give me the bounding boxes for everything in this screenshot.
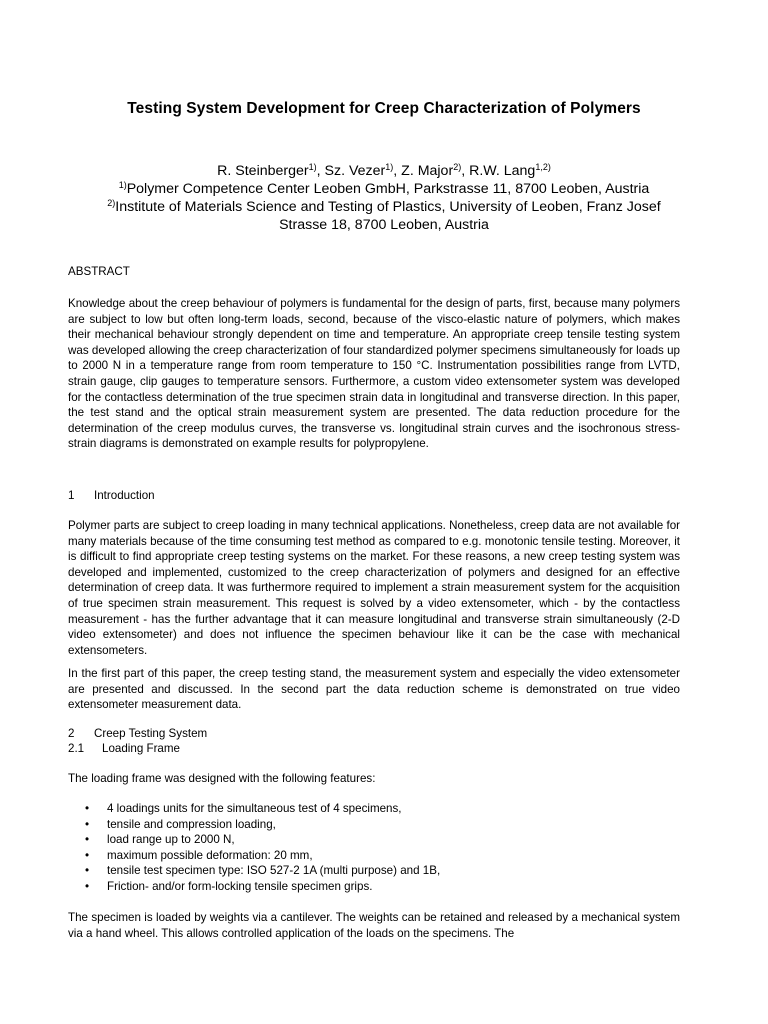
feature-list (68, 801, 680, 895)
affiliation-text: Polymer Competence Center Leoben GmbH, Parkstrasse 11, 8700 Leoben, Austria (126, 181, 650, 197)
author-name: , R.W. Lang (461, 163, 536, 179)
intro-paragraph-1: Polymer parts are subject to creep loading in many technical applications. Nonetheless, creep data are not available for many materials because of the time consuming test method as compared to e.g. monotonic tensile testing. Moreover, it is difficult to find appropriate creep testing systems on the market. For these reasons, a new creep testing system was developed and implemented, customized to the creep characterization of polymers and designed for an effective determination of creep data. It was furthermore required to implement a strain measurement system for the acquisition of true specimen strain measurement. This request is solved by a video extensometer, which - by the contactless measurement - has the further advantage that it can measure longitudinal and transverse strain simultaneously (2-D video extensometer) and does not influence the specimen behaviour like it can be the case with mechanical extensometers. (68, 519, 680, 657)
bullet-icon: • (85, 848, 90, 862)
list-item (68, 879, 680, 895)
section-title: Creep Testing System (94, 727, 208, 740)
section-title: Introduction (94, 489, 155, 502)
intro-paragraph-2: In the first part of this paper, the creep testing stand, the measurement system and especially the video extensometer are presented and discussed. In the second part the data reduction scheme is demonstrated on true video extensometer measurement data. (68, 667, 680, 712)
author-name: , Sz. Vezer (316, 163, 386, 179)
section-number: 1 (68, 489, 75, 502)
bullet-icon: • (85, 864, 90, 878)
subsection-2-1-heading (68, 741, 180, 757)
author-line (40, 162, 728, 180)
features-intro: The loading frame was designed with the following features: (68, 772, 376, 785)
author-affiliation-mark: 1,2) (535, 162, 551, 172)
affiliation-1 (40, 180, 728, 198)
bullet-icon: • (85, 879, 90, 893)
subsection-title: Loading Frame (102, 742, 180, 755)
affiliation-2 (40, 198, 728, 216)
loading-paragraph: The specimen is loaded by weights via a cantilever. The weights can be retained and released by a mechanical system via a hand wheel. This allows controlled application of the loads on the specimens. The (68, 911, 680, 940)
affiliation-text: Institute of Materials Science and Testing of Plastics, University of Leoben, Franz Josef (115, 199, 661, 215)
affiliation-2-continued: Strasse 18, 8700 Leoben, Austria (279, 217, 489, 233)
affiliation-mark: 1) (118, 180, 127, 190)
section-number: 2 (68, 727, 75, 740)
list-item (68, 863, 680, 879)
author-name: , Z. Major (393, 163, 454, 179)
list-item-text: load range up to 2000 N, (107, 833, 235, 847)
section-1-heading (68, 488, 155, 504)
list-item-text: tensile and compression loading, (107, 817, 276, 831)
bullet-icon: • (85, 817, 90, 831)
author-name: R. Steinberger (217, 163, 309, 179)
section-2-heading (68, 726, 207, 742)
bullet-icon: • (85, 802, 90, 815)
author-block (40, 162, 728, 234)
list-item-text: tensile test specimen type: ISO 527-2 1A (multi purpose) and 1B, (107, 864, 441, 878)
list-item (68, 801, 680, 817)
paper-title: Testing System Development for Creep Characterization of Polymers (127, 100, 641, 117)
author-affiliation-mark: 1) (308, 162, 317, 172)
list-item-text: 4 loadings units for the simultaneous test of 4 specimens, (107, 802, 402, 815)
list-item-text: Friction- and/or form-locking tensile specimen grips. (107, 879, 373, 893)
subsection-number: 2.1 (68, 742, 85, 755)
abstract-heading: ABSTRACT (68, 265, 130, 278)
list-item (68, 848, 680, 864)
list-item (68, 832, 680, 848)
author-affiliation-mark: 2) (453, 162, 462, 172)
abstract-text: Knowledge about the creep behaviour of polymers is fundamental for the design of parts, first, because many polymers are subject to low but often long-term loads, second, because of the visco-elastic nature of polymers, which makes their mechanical behaviour strongly dependent on time and temperature. An appropriate creep tensile testing system was developed allowing the creep characterization of four standardized polymer specimens simultaneously for loads up to 2000 N in a temperature range from room temperature to 150 °C. Instrumentation possibilities range from LVTD, strain gauge, clip gauges to temperature sensors. Furthermore, a custom video extensometer system was developed for the contactless determination of the true specimen strain data in longitudinal and transverse direction. In this paper, the test stand and the optical strain measurement system are presented. The data reduction procedure for the determination of the creep modulus curves, the transverse vs. longitudinal strain curves and the isochronous stress-strain diagrams is demonstrated on example results for polypropylene. (68, 297, 680, 451)
affiliation-mark: 2) (107, 198, 116, 208)
list-item (68, 817, 680, 833)
bullet-icon: • (85, 833, 90, 847)
list-item-text: maximum possible deformation: 20 mm, (107, 848, 313, 862)
author-affiliation-mark: 1) (385, 162, 394, 172)
